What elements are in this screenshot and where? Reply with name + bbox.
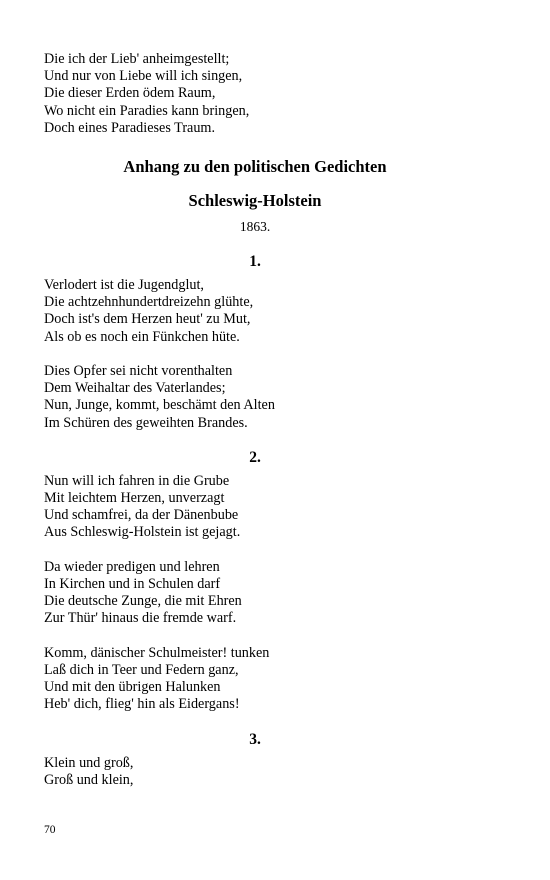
verse-line: Wo nicht ein Paradies kann bringen,	[44, 102, 250, 119]
poem-title: Schleswig-Holstein	[188, 191, 322, 211]
stanza	[44, 363, 466, 432]
verse-line: Und nur von Liebe will ich singen,	[44, 68, 243, 85]
appendix-title: Anhang zu den politischen Gedichten	[123, 157, 387, 177]
verse-line: Klein und groß,	[44, 754, 134, 771]
page-content	[44, 51, 466, 789]
verse-line: Nun will ich fahren in die Grube	[44, 472, 230, 489]
verse-line: Groß und klein,	[44, 771, 134, 788]
opening-stanza	[44, 51, 466, 137]
verse-line: Dem Weihaltar des Vaterlandes;	[44, 380, 226, 397]
verse-line: Da wieder predigen und lehren	[44, 558, 220, 575]
stanza	[44, 645, 466, 714]
verse-line: Mit leichtem Herzen, unverzagt	[44, 490, 225, 507]
verse-line: Aus Schleswig-Holstein ist gejagt.	[44, 524, 241, 541]
stanza	[44, 277, 466, 346]
stanza	[44, 473, 466, 542]
verse-line: Im Schüren des geweihten Brandes.	[44, 414, 248, 431]
verse-line: Die deutsche Zunge, die mit Ehren	[44, 593, 242, 610]
page-number: 70	[44, 824, 56, 836]
stanza	[44, 755, 466, 789]
verse-line: Zur Thür' hinaus die fremde warf.	[44, 610, 237, 627]
part-number: 3.	[249, 730, 261, 748]
part-number: 2.	[249, 448, 261, 466]
verse-line: Dies Opfer sei nicht vorenthalten	[44, 363, 233, 380]
verse-line: Die achtzehnhundertdreizehn glühte,	[44, 294, 254, 311]
verse-line: Heb' dich, flieg' hin als Eidergans!	[44, 696, 240, 713]
verse-line: Und schamfrei, da der Dänenbube	[44, 507, 239, 524]
verse-line: Nun, Junge, kommt, beschämt den Alten	[44, 397, 275, 414]
verse-line: In Kirchen und in Schulen darf	[44, 576, 221, 593]
part-number: 1.	[249, 253, 261, 271]
verse-line: Und mit den übrigen Halunken	[44, 679, 221, 696]
verse-line: Doch eines Paradieses Traum.	[44, 119, 216, 136]
verse-line: Doch ist's dem Herzen heut' zu Mut,	[44, 311, 251, 328]
poem-year: 1863.	[239, 219, 271, 235]
verse-line: Die ich der Lieb' anheimgestellt;	[44, 51, 230, 67]
stanza	[44, 559, 466, 628]
verse-line: Als ob es noch ein Fünkchen hüte.	[44, 328, 240, 345]
verse-line: Die dieser Erden ödem Raum,	[44, 85, 216, 102]
verse-line: Verlodert ist die Jugendglut,	[44, 277, 204, 294]
verse-line: Laß dich in Teer und Federn ganz,	[44, 662, 239, 679]
verse-line: Komm, dänischer Schulmeister! tunken	[44, 644, 270, 661]
